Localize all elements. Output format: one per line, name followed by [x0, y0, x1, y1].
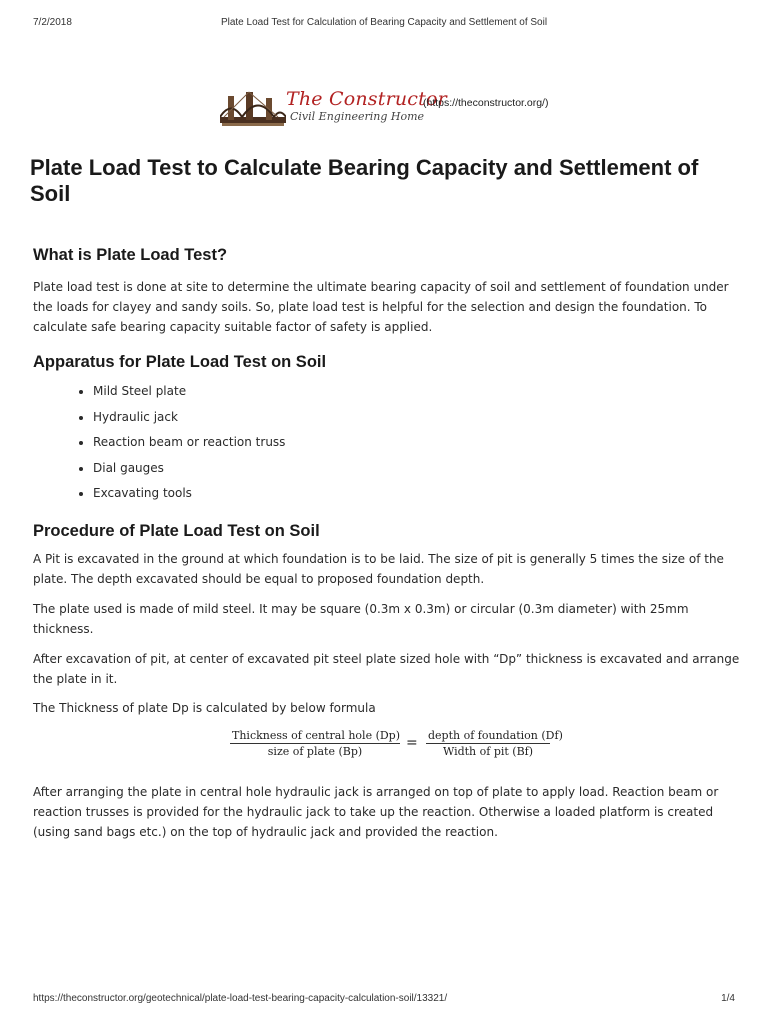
formula-left-denominator: size of plate (Bp) [267, 744, 363, 758]
paragraph-procedure-5: After arranging the plate in central hole hydraulic jack is arranged on top of plate to apply load. Reaction beam or reaction trusses is provided for the hydraulic jack to take up the reaction. Otherwise a loaded platform is created (using sand bags etc.) on the top of hydraulic jack and provided the reaction. [33, 784, 719, 839]
apparatus-list [33, 379, 743, 507]
page-title: Plate Load Test to Calculate Bearing Capacity and Settlement of Soil [30, 155, 699, 206]
formula-right-numerator: depth of foundation (Df) [428, 728, 563, 742]
thickness-formula [230, 728, 563, 764]
paragraph-procedure-1: A Pit is excavated in the ground at which foundation is to be laid. The size of pit is generally 5 times the size of the plate. The depth excavated should be equal to proposed foundation depth. [33, 551, 724, 586]
logo-name: The Constructor [286, 88, 447, 110]
paragraph-procedure-3: After excavation of pit, at center of excavated pit steel plate sized hole with “Dp” thickness is excavated and arrange the plate in it. [33, 651, 740, 686]
page-number: 1/4 [721, 993, 735, 1004]
print-header [0, 17, 768, 31]
section-heading-what: What is Plate Load Test? [33, 246, 228, 264]
paragraph-procedure-4: The Thickness of plate Dp is calculated by below formula [33, 700, 376, 715]
bridge-logo-icon [220, 86, 286, 128]
formula-left-fraction [230, 728, 400, 760]
paragraph-procedure-2: The plate used is made of mild steel. It may be square (0.3m x 0.3m) or circular (0.3m diameter) with 25mm thickness. [33, 601, 689, 636]
section-heading-procedure: Procedure of Plate Load Test on Soil [33, 521, 320, 540]
print-title: Plate Load Test for Calculation of Bearing Capacity and Settlement of Soil [220, 17, 548, 28]
logo-link[interactable]: (https://theconstructor.org/) [423, 97, 549, 109]
print-date: 7/2/2018 [33, 17, 72, 28]
article-body [33, 244, 743, 842]
logo-tagline: Civil Engineering Home [290, 110, 425, 123]
list-item: • Mild Steel plate [93, 379, 743, 405]
formula-right-denominator: Width of pit (Bf) [442, 744, 534, 758]
paragraph-what: Plate load test is done at site to determine the ultimate bearing capacity of soil and settlement of foundation under the loads for clayey and sandy soils. So, plate load test is helpful for the selection and design the foundation. To calculate safe bearing capacity suitable factor of safety is applied. [33, 280, 729, 334]
formula-equals: = [406, 734, 418, 751]
print-footer [0, 993, 768, 1007]
list-item: • Reaction beam or reaction truss [93, 430, 743, 456]
page-url: https://theconstructor.org/geotechnical/plate-load-test-bearing-capacity-calculation-soil/13321/ [33, 993, 448, 1004]
formula-right-fraction [426, 728, 563, 760]
site-logo[interactable] [220, 86, 580, 128]
list-item: • Excavating tools [93, 481, 743, 507]
list-item: • Hydraulic jack [93, 405, 743, 431]
section-heading-apparatus: Apparatus for Plate Load Test on Soil [33, 353, 327, 371]
formula-left-numerator: Thickness of central hole (Dp) [232, 728, 401, 742]
list-item: • Dial gauges [93, 456, 743, 482]
